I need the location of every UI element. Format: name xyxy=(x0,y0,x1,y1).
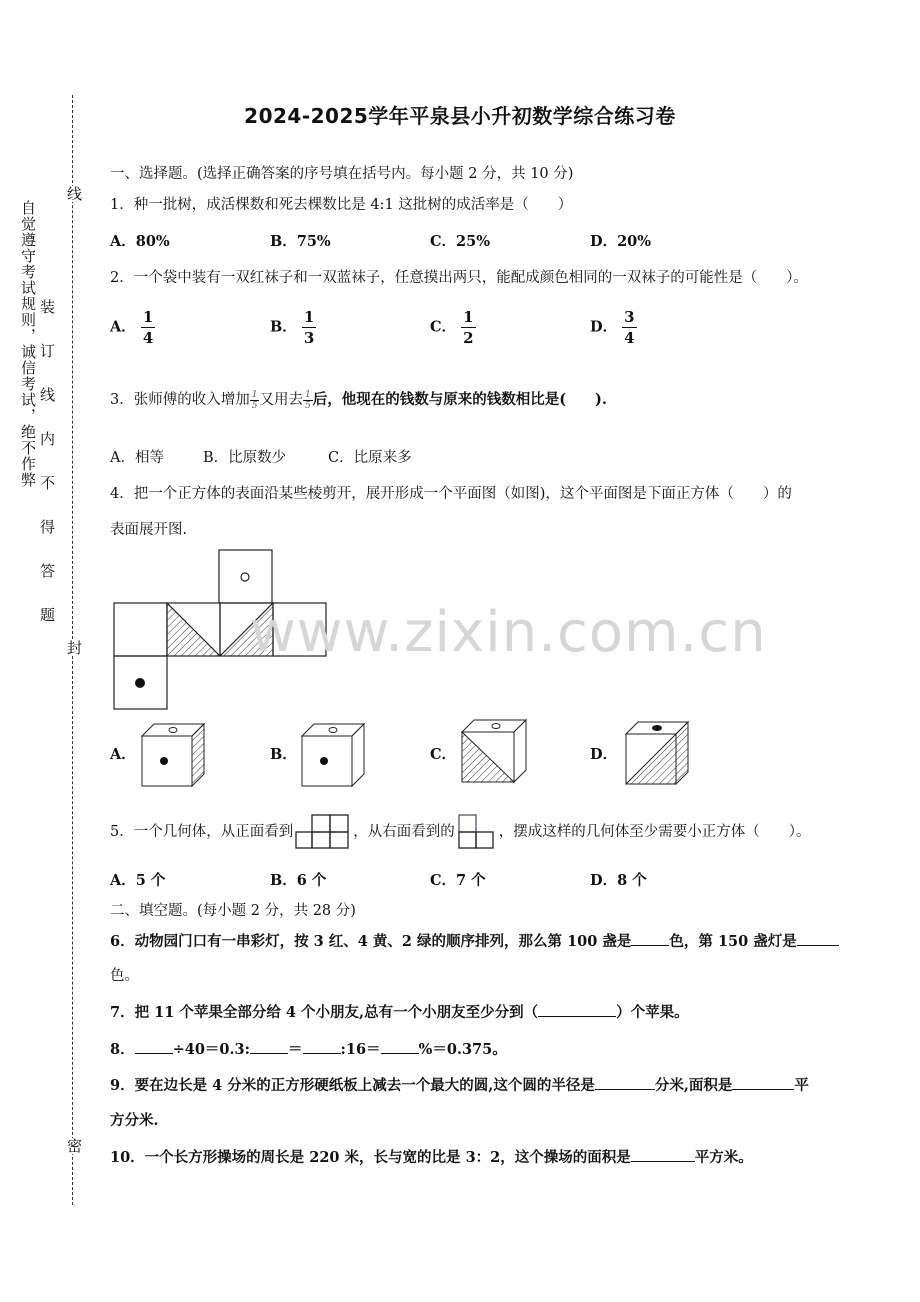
q9-line1: 9．要在边长是 4 分米的正方形硬纸板上减去一个最大的圆,这个圆的半径是 分米,面积是 平 xyxy=(110,1077,809,1094)
fraction: $\frac{1}{4}$ xyxy=(142,308,154,347)
seal-char: 答 xyxy=(40,562,56,580)
q4-stem-line2: 表面展开图. xyxy=(110,522,188,538)
q2-option-c: C． $\frac{1}{2}$ xyxy=(430,308,474,347)
q4-option-c-label: C． xyxy=(430,746,457,763)
q5-option-d: D．8 个 xyxy=(590,872,647,889)
q4-option-a-cube xyxy=(140,722,206,788)
seal-char: 不 xyxy=(40,474,56,492)
q1-option-b: B．75% xyxy=(270,233,331,250)
front-view-figure xyxy=(295,814,351,850)
q1-stem: 1．种一批树，成活棵数和死去棵数比是 4:1 这批树的成活率是（ ） xyxy=(110,197,573,213)
q4-option-d-label: D． xyxy=(590,746,618,763)
answer-blank[interactable] xyxy=(631,1147,695,1162)
q4-stem-line1: 4．把一个正方体的表面沿某些棱剪开，展开形成一个平面图（如图)，这个平面图是下面正方体（ ）的 xyxy=(110,486,792,502)
answer-blank[interactable] xyxy=(797,931,839,946)
answer-blank[interactable] xyxy=(631,931,669,946)
fraction: $\frac{1}{2}$ xyxy=(463,308,474,347)
q2-stem: 2．一个袋中装有一双红袜子和一双蓝袜子，任意摸出两只，能配成颜色相同的一双袜子的可能性是（ ）。 xyxy=(110,270,808,286)
q3-option-c: C．比原来多 xyxy=(328,450,412,466)
q4-option-a-label: A． xyxy=(110,746,136,763)
q5-option-b: B．6 个 xyxy=(270,872,327,889)
fraction: $\frac{1}{5}$ xyxy=(304,389,311,411)
answer-blank[interactable] xyxy=(538,1002,616,1017)
seal-char: 得 xyxy=(40,518,56,536)
binding-label-bottom: 密 xyxy=(65,1138,83,1154)
q4-option-b-label: B． xyxy=(270,746,297,763)
q2-option-b: B． $\frac{1}{3}$ xyxy=(270,308,315,347)
answer-blank[interactable] xyxy=(732,1075,794,1090)
answer-blank[interactable] xyxy=(250,1039,288,1054)
q1-option-d: D．20% xyxy=(590,233,652,250)
q7-stem: 7．把 11 个苹果全部分给 4 个小朋友,总有一个小朋友至少分到（ ）个苹果。 xyxy=(110,1004,689,1021)
seal-char: 内 xyxy=(40,430,56,448)
section2-header: 二、填空题。(每小题 2 分，共 28 分) xyxy=(110,903,356,919)
fraction: $\frac{1}{3}$ xyxy=(303,308,315,347)
watermark: www.zixin.com.cn xyxy=(250,600,767,665)
answer-blank[interactable] xyxy=(303,1039,341,1054)
q6-line1: 6．动物园门口有一串彩灯，按 3 红、4 黄、2 绿的顺序排列，那么第 100 盏是 色，第 150 盏灯是 xyxy=(110,930,839,951)
seal-char: 线 xyxy=(40,386,56,404)
q5-stem: 5．一个几何体，从正面看到 ，从右面看到的 ，摆成这样的几何体至少需要小正方体（ ）。 xyxy=(110,814,810,850)
q5-option-a: A．5 个 xyxy=(110,872,166,889)
q10-stem: 10．一个长方形操场的周长是 220 米，长与宽的比是 3：2，这个操场的面积是 平方米。 xyxy=(110,1149,753,1166)
seal-chars xyxy=(40,296,60,648)
page-title: 2024-2025学年平泉县小升初数学综合练习卷 xyxy=(244,104,676,128)
fraction: $\frac{1}{5}$ xyxy=(251,389,258,411)
q4-option-b-cube xyxy=(300,722,366,788)
q4-option-d-cube xyxy=(624,720,690,786)
section1-header: 一、选择题。(选择正确答案的序号填在括号内。每小题 2 分，共 10 分) xyxy=(110,166,574,182)
exam-integrity-notice: 自觉遵守考试规则，诚信考试，绝不作弊 xyxy=(19,200,37,488)
seal-char: 题 xyxy=(40,606,56,624)
q4-option-c-cube xyxy=(460,718,530,784)
q3-option-b: B．比原数少 xyxy=(203,450,287,466)
q9-line2: 方分米. xyxy=(110,1112,159,1129)
q3-stem: 3．张师傅的收入增加 $\frac{1}{5}$ 又用去 $\frac{1}{5}$ 后，他现在的钱数与原来的钱数相比是( ). xyxy=(110,389,607,411)
q6-line2: 色。 xyxy=(110,968,139,984)
binding-label-top: 线 xyxy=(65,186,83,202)
q3-option-a: A．相等 xyxy=(110,450,164,466)
q1-option-c: C．25% xyxy=(430,233,490,250)
answer-blank[interactable] xyxy=(381,1039,419,1054)
answer-blank[interactable] xyxy=(135,1039,173,1054)
q2-option-d: D． $\frac{3}{4}$ xyxy=(590,308,635,347)
answer-blank[interactable] xyxy=(595,1075,655,1090)
binding-label-mid: 封 xyxy=(65,640,83,656)
q5-option-c: C．7 个 xyxy=(430,872,486,889)
fraction: $\frac{3}{4}$ xyxy=(624,308,635,347)
right-view-figure xyxy=(457,814,497,850)
q2-option-a: A． $\frac{1}{4}$ xyxy=(110,308,154,347)
q1-option-a: A．80% xyxy=(110,233,170,250)
seal-char: 订 xyxy=(40,342,56,360)
seal-char: 装 xyxy=(40,298,56,316)
q8-stem: 8． ÷40＝0.3: ＝ :16＝ %＝0.375。 xyxy=(110,1041,507,1058)
